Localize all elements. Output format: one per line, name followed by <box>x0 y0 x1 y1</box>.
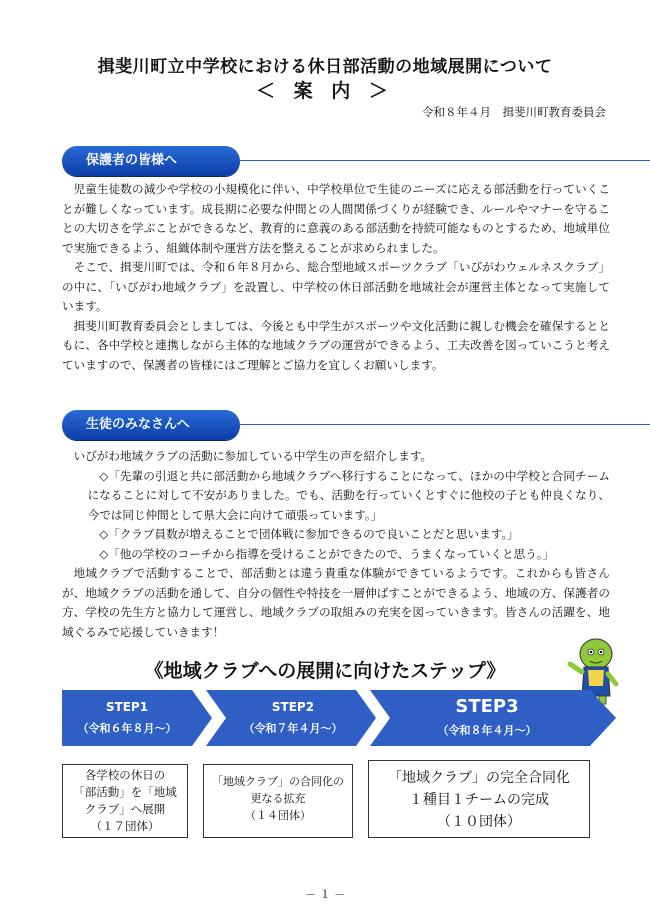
students-closing: 地域クラブで活動することで、部活動とは違う貴重な体験ができているようです。これからも皆さんが、地域クラブの活動を通して、自分の個性や特技を一層伸ばすことができるよう、地域の方、保護者の方、学校の先生方と協力して運営し、地域クラブの取組みの充実を図っていきます。皆さんの活躍を、地域ぐるみで応援していきます！ <box>62 566 610 639</box>
step2-box-line-1: 「地域クラブ」の合同化の <box>212 775 344 788</box>
step1-box <box>62 764 188 838</box>
page-title: 揖斐川町立中学校における休日部活動の地域展開について <box>97 57 553 77</box>
quote-3: ◇「他の学校のコーチから指導を受けることができたので、うまくなっていくと思う。」 <box>99 546 555 561</box>
page-subtitle: ＜ 案 内 ＞ <box>256 80 394 102</box>
dateline: 令和８年４月 揖斐川町教育委員会 <box>422 105 606 119</box>
section-label-parents: 保護者の皆様へ <box>62 146 240 176</box>
students-text <box>62 447 610 642</box>
step1-label: STEP1 <box>105 700 149 714</box>
step3-box-line-1: 「地域クラブ」の完全合同化 <box>388 770 570 786</box>
quotes-block <box>62 467 610 565</box>
page-number: － １ － <box>305 888 345 901</box>
step1-date: （令和６年８月～） <box>77 722 177 735</box>
steps-heading: 《地域クラブへの展開に向けたステップ》 <box>144 660 506 682</box>
step1-box-line-4: （１７団体） <box>90 819 160 833</box>
step1-arrow <box>62 690 212 746</box>
step3-box-line-2: １種目１チームの完成 <box>409 792 549 808</box>
step2-label: STEP2 <box>271 700 315 714</box>
step1-box-line-3: クラブ」へ展開 <box>84 802 166 816</box>
step3-date: （令和８年４月～） <box>437 724 537 737</box>
step2-arrow-shape <box>206 690 376 746</box>
quote-1: ◇「先輩の引退と共に部活動から地域クラブへ移行することになって、ほかの中学校と合同チームになることに対して不安がありました。でも、活動を行っていくとすぐに他校の子とも仲良くなり、今では同じ仲間として県大会に向けて頑張っています。」 <box>87 468 610 522</box>
step1-arrow-shape <box>62 690 212 746</box>
parents-paragraph-1: 児童生徒数の減少や学校の小規模化に伴い、中学校単位で生徒のニーズに応える部活動を行っていくことが難しくなっています。成長期に必要な仲間との人間関係づくりが経験でき、ルールやマナーを守ることの大切さを学ぶことができるなど、教育的に意義のある部活動を持続可能なものとするため、地域単位で実施できるよう、組織体制や運営方法を整えることが求められました。 <box>62 182 610 255</box>
parents-paragraph-2: そこで、揖斐川町では、令和６年８月から、総合型地域スポーツクラブ「いびがわウェルネスクラブ」の中に、「いびがわ地域クラブ」を設置し、中学校の休日部活動を地域社会が運営主体となって実施しています。 <box>62 260 610 313</box>
step3-box-line-3: （１０団体） <box>437 814 521 830</box>
step3-arrow <box>370 690 616 746</box>
step2-box-line-3: （１４団体） <box>245 809 311 822</box>
step2-arrow <box>206 690 376 746</box>
quote-2: ◇「クラブ員数が増えることで団体戦に参加できるので良いことだと思います。」 <box>99 527 519 541</box>
step3-label: STEP3 <box>455 696 519 717</box>
step3-box <box>368 760 590 838</box>
step2-box <box>203 764 353 838</box>
step1-box-line-2: 「部活動」を「地域 <box>73 785 177 799</box>
parents-paragraph-3: 揖斐川町教育委員会としましては、今後とも中学生がスポーツや文化活動に親しむ機会を確保するとともに、各中学校と連携しながら主体的な地域クラブの運営ができるよう、工夫改善を図っていこうと考えていますので、保護者の皆様にはご理解とご協力を宜しくお願いします。 <box>62 318 610 372</box>
students-intro: いびがわ地域クラブの活動に参加している中学生の声を紹介します。 <box>73 449 433 463</box>
step2-box-line-2: 更なる拡充 <box>250 792 306 805</box>
section-label-students: 生徒のみなさんへ <box>62 410 240 440</box>
step2-date: （令和７年４月～） <box>243 722 343 735</box>
step1-box-line-1: 各学校の休日の <box>84 768 166 782</box>
parents-text <box>62 180 610 375</box>
